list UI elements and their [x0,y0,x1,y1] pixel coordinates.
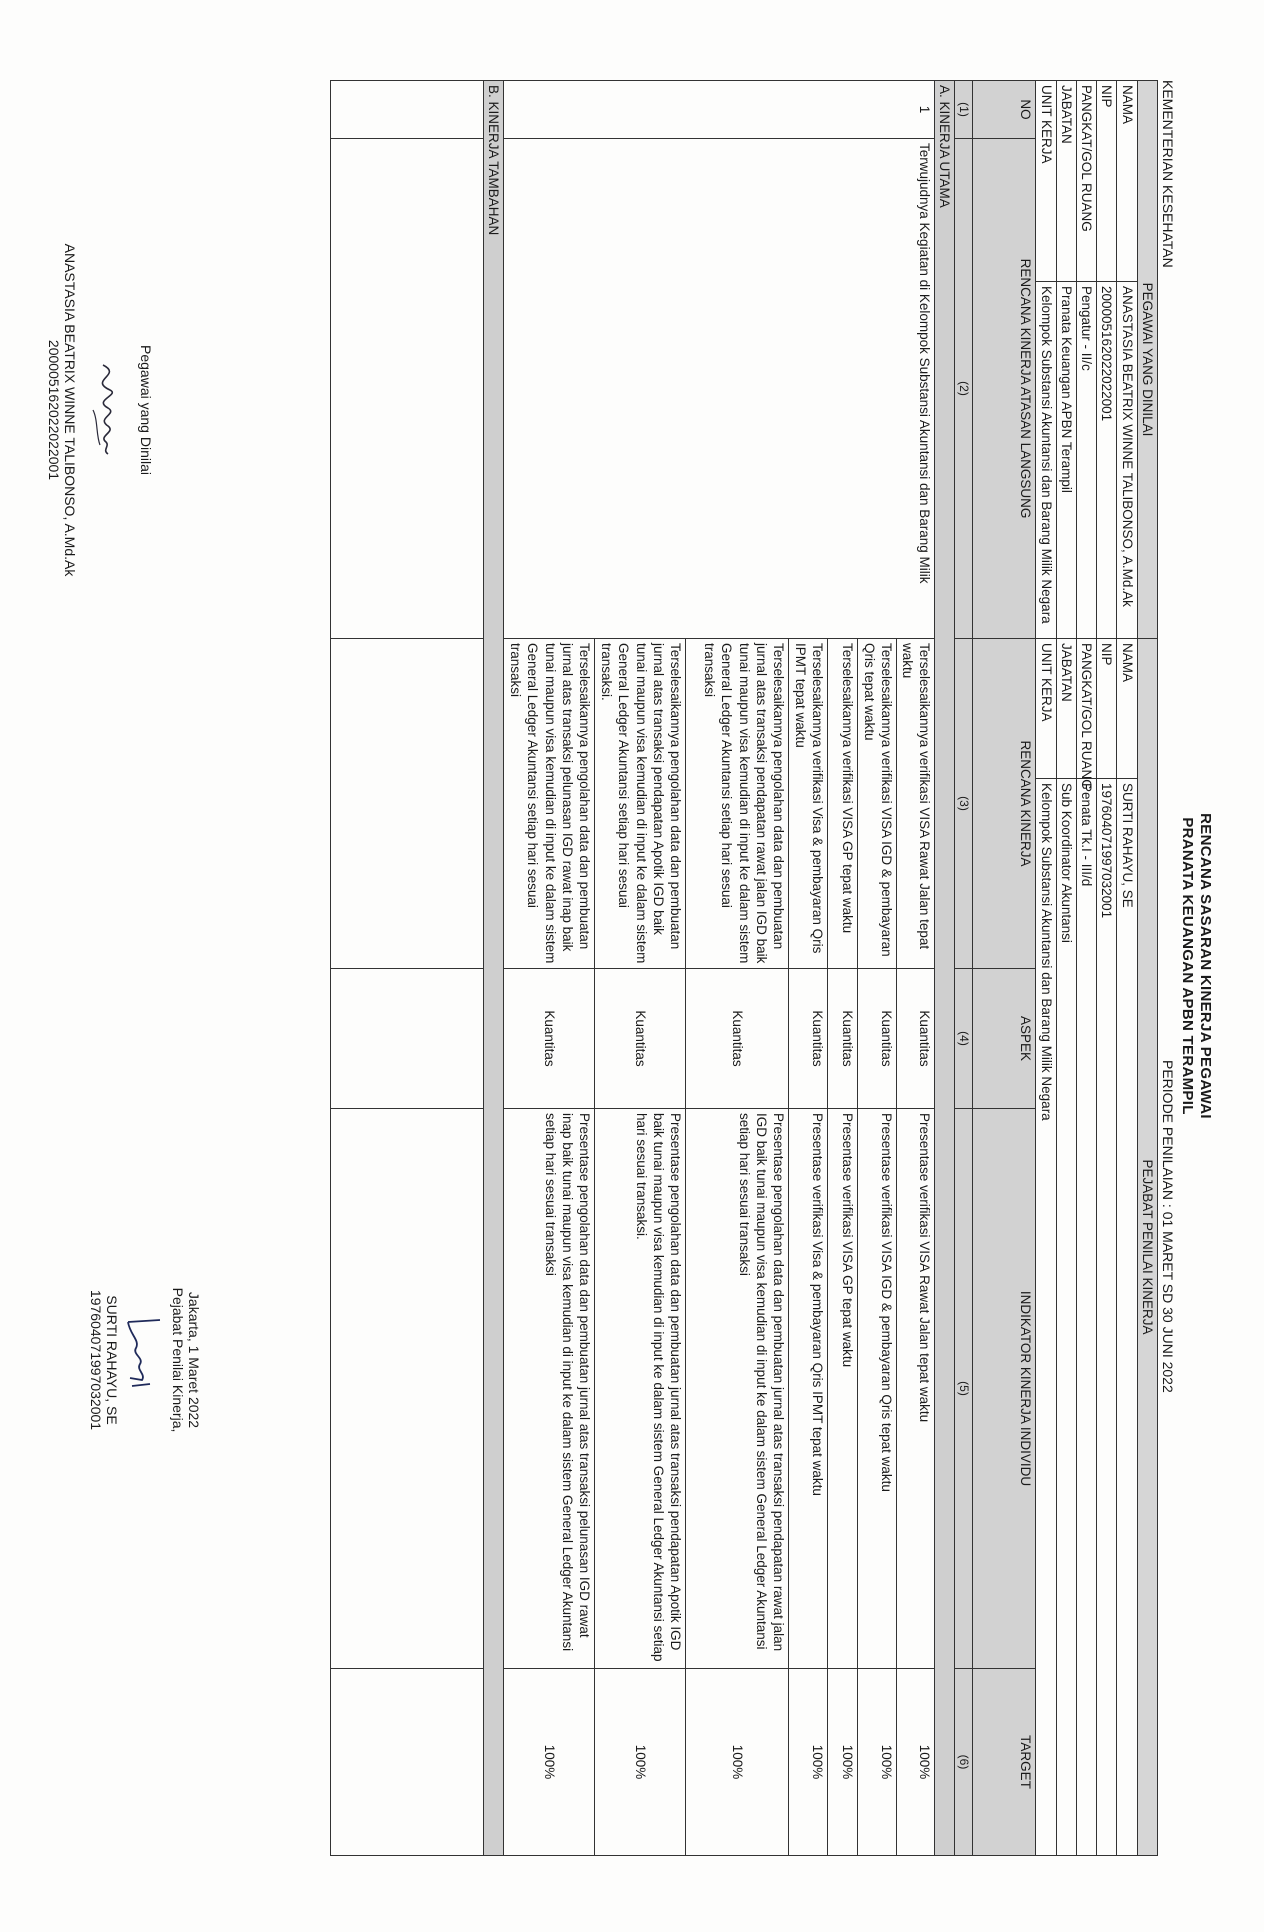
signer-nip: 197604071997032001 [88,1289,104,1431]
indikator-cell: Presentase verifikasi VISA IGD & pembayaran Qris tepat waktu [858,1109,897,1669]
target-cell: 100% [828,1669,858,1856]
person-header-row [1137,81,1157,1856]
pejabat-jabatan: Sub Koordinator Akuntansi [1056,779,1076,1856]
signature-caption: Pegawai yang Dinilai [138,345,154,475]
target-cell: 100% [789,1669,828,1856]
aspek-cell: Kuantitas [828,969,858,1109]
aspek-cell: Kuantitas [504,969,595,1109]
column-number-row [955,81,973,1856]
rencana-kinerja-cell: Terselesaikannya verifikasi Visa & pembayaran Qris IPMT tepat waktu [789,639,828,969]
pegawai-nip-label: NIP [1097,81,1117,282]
identity-row-unit [1036,81,1056,1856]
pegawai-jabatan-label: JABATAN [1056,81,1076,282]
col-no: NO [973,81,1036,139]
ministry-name: KEMENTERIAN KESEHATAN [1160,80,1176,268]
place-date: Jakarta, 1 Maret 2022 [186,1291,202,1429]
signature-caption: Pejabat Penilai Kinerja, [170,1287,186,1433]
pegawai-jabatan: Pranata Keuangan APBN Terampil [1056,282,1076,639]
target-cell: 100% [858,1669,897,1856]
rencana-kinerja-cell: Terselesaikannya pengolahan data dan pembuatan jurnal atas transaksi pendapatan rawat jalan IGD baik tunai maupun visa kemudian di input ke dalam sistem General Ledger Akuntansi setiap hari sesuai transaksi [686,639,789,969]
identity-row-nip [1097,81,1117,1856]
pejabat-pangkat-label: PANGKAT/GOL RUANG [1076,639,1096,779]
indikator-cell: Presentase pengolahan data dan pembuatan jurnal atas transaksi pendapatan Apotik IGD baik tunai maupun visa kemudian di input ke dalam sistem General Ledger Akuntansi setiap hari sesuai transaksi. [595,1109,686,1669]
handwritten-signature-pejabat [120,1300,170,1420]
pejabat-header: PEJABAT PENILAI KINERJA [1137,639,1157,1856]
empty-cell [330,1109,483,1669]
indikator-cell: Presentase verifikasi VISA Rawat Jalan tepat waktu [897,1109,935,1669]
pegawai-nama-label: NAMA [1117,81,1137,282]
indikator-cell: Presentase pengolahan data dan pembuatan jurnal atas transaksi pelunasan IGD rawat inap baik tunai maupun visa kemudian di input ke dalam sistem General Ledger Akuntansi setiap hari sesuai transaksi [504,1109,595,1669]
identity-row-pangkat [1076,81,1096,1856]
pegawai-pangkat-label: PANGKAT/GOL RUANG [1076,81,1096,282]
signer-nip: 200005162022022001 [46,339,62,481]
empty-cell [330,139,483,639]
col-number-6: (6) [955,1669,973,1856]
signer-name: ANASTASIA BEATRIX WINNE TALIBONSO, A.Md.Ak [62,243,78,577]
col-number-1: (1) [955,81,973,139]
aspek-cell: Kuantitas [897,969,935,1109]
section-b-label: B. KINERJA TAMBAHAN [483,81,503,1856]
pejabat-nama: SURTI RAHAYU, SE [1117,779,1137,1856]
aspek-cell: Kuantitas [686,969,789,1109]
identity-row-jabatan [1056,81,1076,1856]
rencana-kinerja-cell: Terselesaikannya pengolahan data dan pembuatan jurnal atas transaksi pelunasan IGD rawat inap baik tunai maupun visa kemudian di input ke dalam sistem General Ledger Akuntansi setiap hari sesuai transaksi [504,639,595,969]
rencana-kinerja-cell: Terselesaikannya verifikasi VISA GP tepat waktu [828,639,858,969]
rencana-kinerja-cell: Terselesaikannya verifikasi VISA IGD & pembayaran Qris tepat waktu [858,639,897,969]
empty-cell [330,639,483,969]
table-row [897,81,935,1856]
pejabat-jabatan-label: JABATAN [1056,639,1076,779]
pejabat-nip-label: NIP [1097,639,1117,779]
identity-row-nama [1117,81,1137,1856]
target-cell: 100% [686,1669,789,1856]
aspek-cell: Kuantitas [789,969,828,1109]
pegawai-header: PEGAWAI YANG DINILAI [1137,81,1157,639]
pegawai-nama: ANASTASIA BEATRIX WINNE TALIBONSO, A.Md.Ak [1117,282,1137,639]
indikator-cell: Presentase pengolahan data dan pembuatan jurnal atas transaksi pendapatan rawat jalan IGD baik tunai maupun visa kemudian di input ke dalam sistem General Ledger Akuntansi setiap hari sesuai transaksi [686,1109,789,1669]
rencana-kinerja-cell: Terselesaikannya pengolahan data dan pembuatan jurnal atas transaksi pendapatan Apotik IGD baik tunai maupun visa kemudian di input ke dalam sistem General Ledger Akuntansi setiap hari sesuai transaksi. [595,639,686,969]
pegawai-pangkat: Pengatur - II/c [1076,282,1096,639]
assessment-period: PERIODE PENILAIAN : 01 MARET SD 30 JUNI 2022 [1160,1060,1176,1393]
indikator-cell: Presentase verifikasi VISA GP tepat waktu [828,1109,858,1669]
pejabat-pangkat: Penata Tk.I - III/d [1076,779,1096,1856]
section-kinerja-utama [934,81,954,1856]
col-rk-atasan: RENCANA KINERJA ATASAN LANGSUNG [973,139,1036,639]
empty-cell [330,1669,483,1856]
col-number-3: (3) [955,639,973,969]
col-number-4: (4) [955,969,973,1109]
indikator-cell: Presentase verifikasi Visa & pembayaran Qris IPMT tepat waktu [789,1109,828,1669]
section-kinerja-tambahan [483,81,503,1856]
row-number: 1 [504,81,935,139]
pejabat-nama-label: NAMA [1117,639,1137,779]
signature-block-pejabat [88,1200,202,1520]
rencana-kinerja-cell: Terselesaikannya verifikasi VISA Rawat Jalan tepat waktu [897,639,935,969]
pejabat-unit-label: UNIT KERJA [1036,639,1056,779]
aspek-cell: Kuantitas [595,969,686,1109]
pegawai-nip: 200005162022022001 [1097,282,1117,639]
document-title: RENCANA SASARAN KINERJA PEGAWAI [1197,813,1214,1119]
col-aspek: ASPEK [973,969,1036,1109]
pegawai-unit: Kelompok Substansi Akuntansi dan Barang Milik Negara [1036,282,1056,639]
col-number-2: (2) [955,139,973,639]
col-target: TARGET [973,1669,1036,1856]
signature-block-pegawai [46,200,154,620]
column-header-row [973,81,1036,1856]
target-cell: 100% [897,1669,935,1856]
pejabat-unit: Kelompok Substansi Akuntansi dan Barang Milik Negara [1036,779,1056,1856]
handwritten-signature-pegawai [78,350,138,470]
pejabat-nip: 197604071997032001 [1097,779,1117,1856]
table-row [330,81,483,1856]
aspek-cell: Kuantitas [858,969,897,1109]
col-rencana-kinerja: RENCANA KINERJA [973,639,1036,969]
document-subtitle: PRANATA KEUANGAN APBN TERAMPIL [1179,817,1196,1115]
rk-atasan-cell: Terwujudnya Kegiatan di Kelompok Substansi Akuntansi dan Barang Milik [504,139,935,639]
col-indikator: INDIKATOR KINERJA INDIVIDU [973,1109,1036,1669]
signer-name: SURTI RAHAYU, SE [104,1295,120,1425]
pegawai-unit-label: UNIT KERJA [1036,81,1056,282]
target-cell: 100% [595,1669,686,1856]
col-number-5: (5) [955,1109,973,1669]
empty-cell [330,81,483,139]
skp-table [330,80,1158,1856]
target-cell: 100% [504,1669,595,1856]
empty-cell [330,969,483,1109]
section-a-label: A. KINERJA UTAMA [934,81,954,1856]
